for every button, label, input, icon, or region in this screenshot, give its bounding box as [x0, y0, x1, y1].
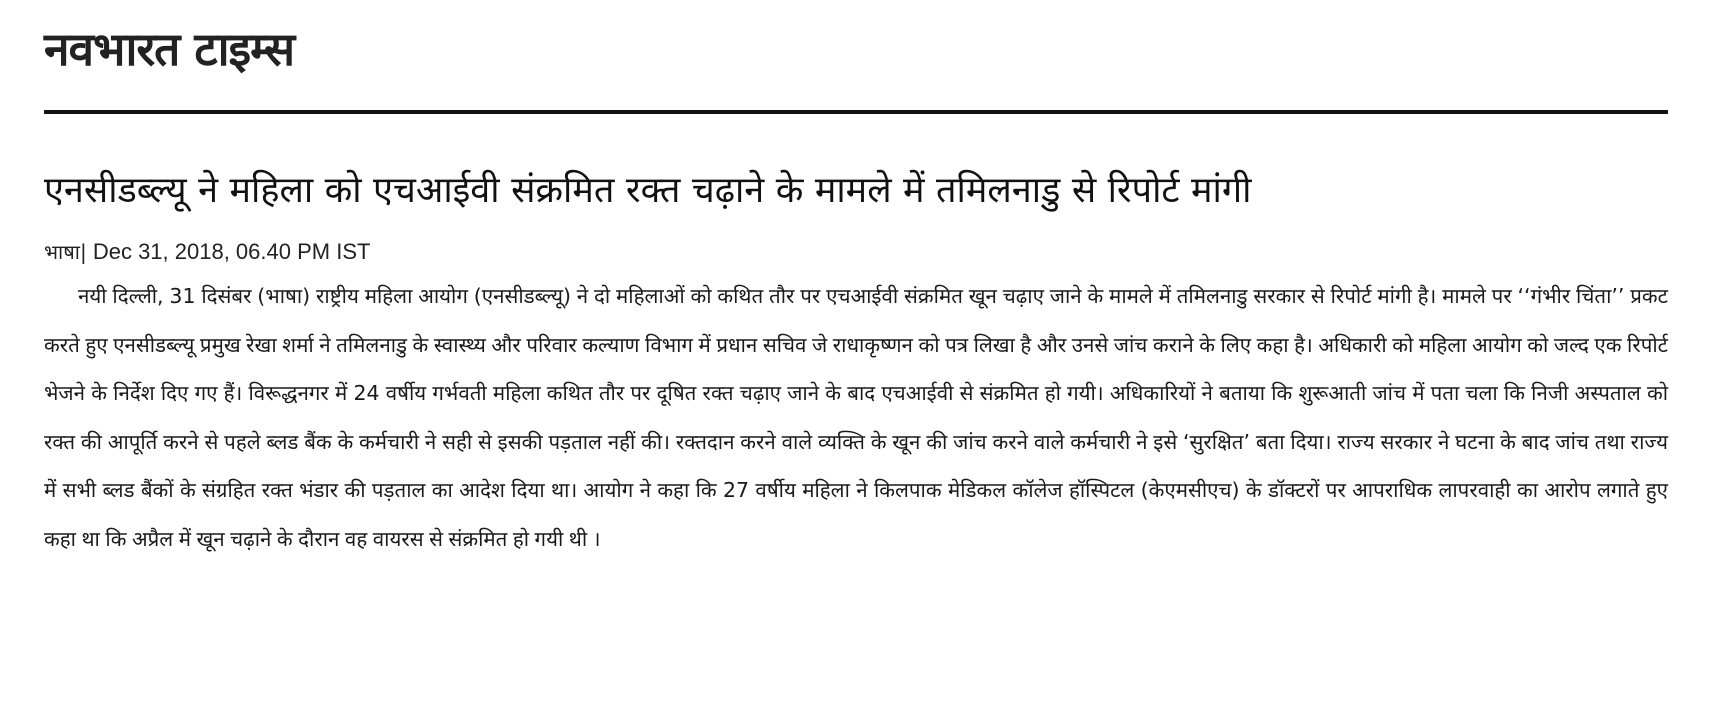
- article-body: नयी दिल्ली, 31 दिसंबर (भाषा) राष्ट्रीय महिला आयोग (एनसीडब्ल्यू) ने दो महिलाओं को कथित तौर पर एचआईवी संक्रमित खून चढ़ाए जाने के मामले में तमिलनाडु सरकार से रिपोर्ट मांगी है। मामले पर ‘‘गंभीर चिंता’’ प्रकट करते हुए एनसीडब्ल्यू प्रमुख रेखा शर्मा ने तमिलनाडु के स्वास्थ्य और परिवार कल्याण विभाग में प्रधान सचिव जे राधाकृष्णन को पत्र लिखा है और उनसे जांच कराने के लिए कहा है। अधिकारी को महिला आयोग को जल्द एक रिपोर्ट भेजने के निर्देश दिए गए हैं। विरूद्धनगर में 24 वर्षीय गर्भवती महिला कथित तौर पर दूषित रक्त चढ़ाए जाने के बाद एचआईवी से संक्रमित हो गयी। अधिकारियों ने बताया कि शुरूआती जांच में पता चला कि निजी अस्पताल को रक्त की आपूर्ति करने से पहले ब्लड बैंक के कर्मचारी ने सही से इसकी पड़ताल नहीं की। रक्तदान करने वाले व्यक्ति के खून की जांच करने वाले कर्मचारी ने इसे ‘सुरक्षित’ बता दिया। राज्य सरकार ने घटना के बाद जांच तथा राज्य में सभी ब्लड बैंकों के संग्रहित रक्त भंडार की पड़ताल का आदेश दिया था। आयोग ने कहा कि 27 वर्षीय महिला ने किलपाक मेडिकल कॉलेज हॉस्पिटल (केएमसीएच) के डॉक्टरों पर आपराधिक लापरवाही का आरोप लगाते हुए कहा था कि अप्रैल में खून चढ़ाने के दौरान वह वायरस से संक्रमित हो गयी थी ।: [44, 284, 1668, 551]
- masthead: [44, 14, 294, 84]
- article-source: भाषा|: [44, 240, 87, 264]
- article-byline: [44, 238, 370, 265]
- site-logo[interactable]: नवभारत टाइम्स: [44, 22, 295, 76]
- article-date: Dec 31, 2018, 06.40 PM IST: [86, 239, 371, 264]
- header-divider: [44, 110, 1668, 114]
- article-headline: एनसीडब्ल्यू ने महिला को एचआईवी संक्रमित रक्त चढ़ाने के मामले में तमिलनाडु से रिपोर्ट मांगी: [44, 170, 1252, 211]
